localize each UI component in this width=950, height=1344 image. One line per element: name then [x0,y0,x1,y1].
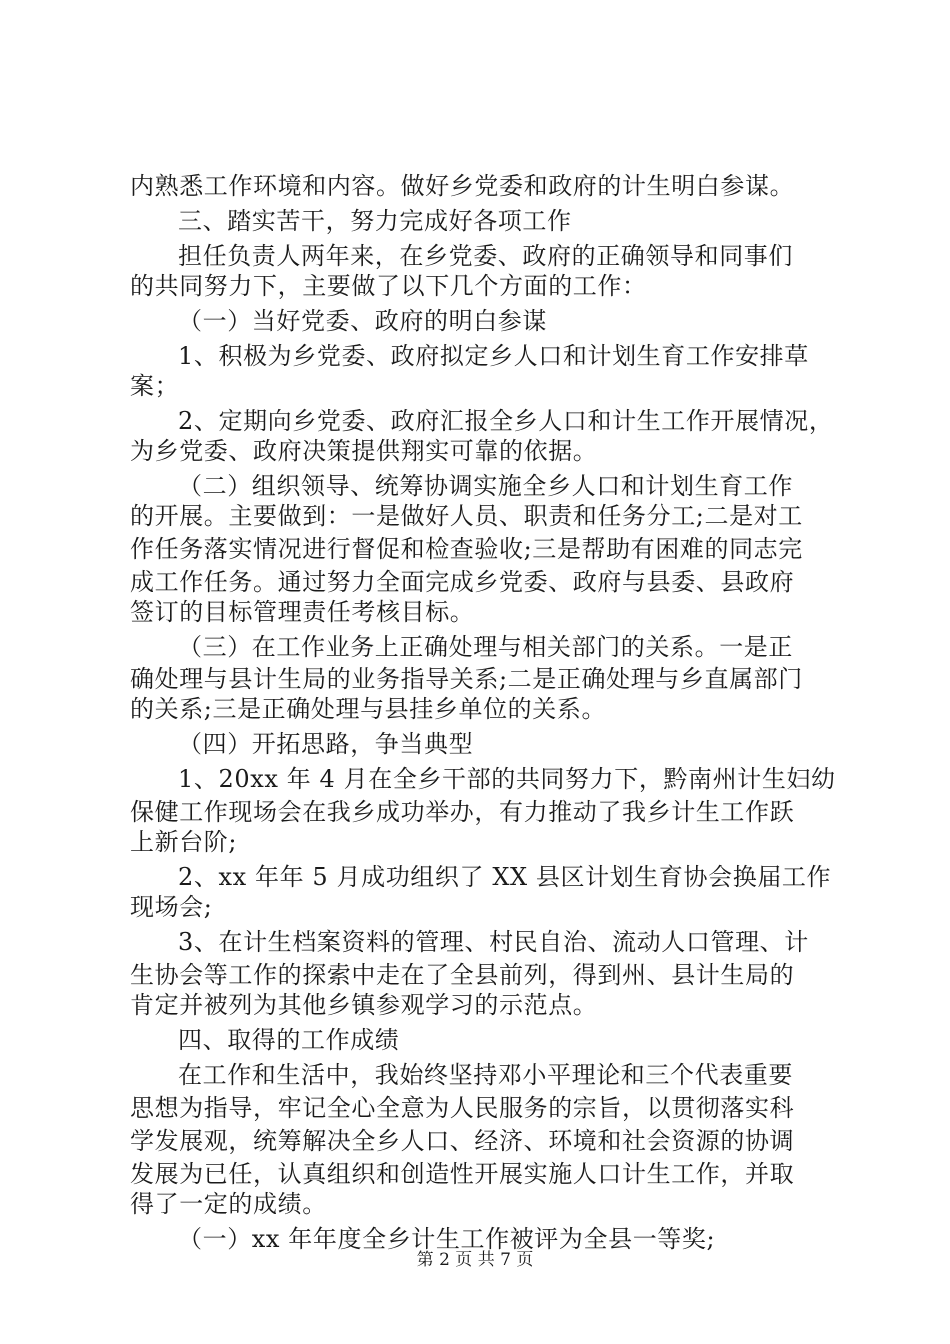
text-line: 三、踏实苦干，努力完成好各项工作 [178,207,572,235]
text-line: 内熟悉工作环境和内容。做好乡党委和政府的计生明白参谋。 [130,172,795,200]
text-line: 案； [130,372,180,400]
text-line: 得了一定的成绩。 [130,1190,327,1218]
text-line: 保健工作现场会在我乡成功举办，有力推动了我乡计生工作跃 [130,798,795,826]
text-line: （四）开拓思路，争当典型 [178,730,474,758]
text-line: 3、在计生档案资料的管理、村民自治、流动人口管理、计 [178,928,809,956]
text-line: 作任务落实情况进行督促和检查验收;三是帮助有困难的同志完 [130,535,803,563]
text-line: 学发展观，统筹解决全乡人口、经济、环境和社会资源的协调 [130,1127,795,1155]
text-line: 的关系;三是正确处理与县挂乡单位的关系。 [130,695,607,723]
text-line: 四、取得的工作成绩 [178,1026,400,1054]
page-footer: 第 2 页 共 7 页 [416,1250,534,1270]
text-line: 为乡党委、政府决策提供翔实可靠的依据。 [130,437,598,465]
text-line: 在工作和生活中，我始终坚持邓小平理论和三个代表重要 [178,1061,793,1089]
text-line: 2、定期向乡党委、政府汇报全乡人口和计生工作开展情况， [178,407,834,435]
text-line: （一）xx 年年度全乡计生工作被评为全县一等奖; [178,1225,716,1253]
text-line: 生协会等工作的探索中走在了全县前列，得到州、县计生局的 [130,961,795,989]
text-line: 1、20xx 年 4 月在全乡干部的共同努力下，黔南州计生妇幼 [178,765,836,793]
text-line: 1、积极为乡党委、政府拟定乡人口和计划生育工作安排草 [178,342,809,370]
text-line: 签订的目标管理责任考核目标。 [130,598,475,626]
text-line: 现场会; [130,893,213,921]
text-line: 担任负责人两年来，在乡党委、政府的正确领导和同事们 [178,242,793,270]
text-line: 发展为已任，认真组织和创造性开展实施人口计生工作，并取 [130,1160,795,1188]
text-line: 成工作任务。通过努力全面完成乡党委、政府与县委、县政府 [130,568,795,596]
text-line: 的共同努力下，主要做了以下几个方面的工作： [130,272,647,300]
text-line: 思想为指导，牢记全心全意为人民服务的宗旨，以贯彻落实科 [130,1094,795,1122]
text-line: （一）当好党委、政府的明白参谋 [178,307,547,335]
text-line: 2、xx 年年 5 月成功组织了 XX 县区计划生育协会换届工作 [178,863,832,891]
text-line: 肯定并被列为其他乡镇参观学习的示范点。 [130,991,598,1019]
text-line: 确处理与县计生局的业务指导关系;二是正确处理与乡直属部门 [130,665,803,693]
text-line: （二）组织领导、统筹协调实施全乡人口和计划生育工作 [178,472,793,500]
text-line: （三）在工作业务上正确处理与相关部门的关系。一是正 [178,633,793,661]
text-line: 上新台阶; [130,828,238,856]
text-line: 的开展。主要做到：一是做好人员、职责和任务分工;二是对工 [130,502,803,530]
